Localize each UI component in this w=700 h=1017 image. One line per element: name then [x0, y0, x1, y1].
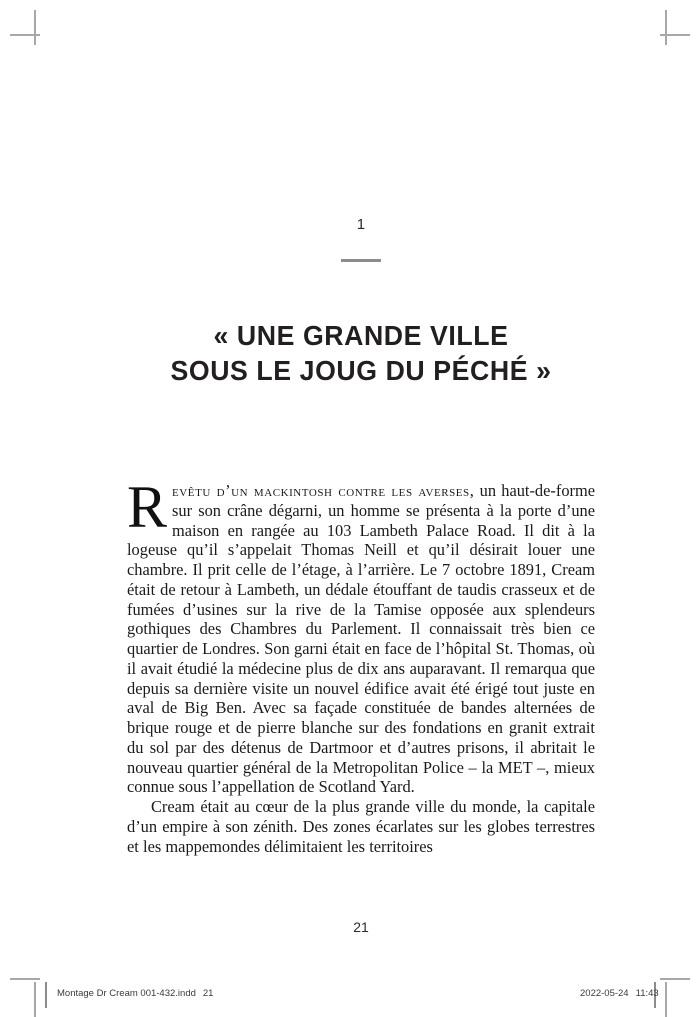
paragraph-1-text: un haut-de-forme sur son crâne dégarni, un homme se présenta à la porte d’une maison en rangée au 103 Lambeth Palace Road. Il dit à la logeuse qu’il s’appelait Thomas Neill et qu’il désirait louer une chambre. Il prit celle de l’étage, à l’arrière. Le 7 octobre 1891, Cream était de retour à Lambeth, un dédale étouffant de taudis crasseux et de fumées d’usines sur la rive de la Tamise opposée aux splendeurs gothiques des Chambres du Parlement. Il connaissait très bien ce quartier de Londres. Son garni était en face de l’hôpital St. Thomas, où il avait étudié la médecine plus de dix ans auparavant. Il remarqua que depuis sa dernière visite un nouvel édifice avait été érigé tout juste en aval de Big Ben. Avec sa façade constituée de bandes alternées de brique rouge et de pierre blanche sur des fondations en granit extrait du sol par des détenus de Dartmoor et d’autres prisons, il abritait le nouveau quartier général de la Metropolitan Police – la MET –, mieux connue sous l’appellation de Scotland Yard. — [127, 481, 595, 797]
footer-file-name: Montage Dr Cream 001-432.indd — [57, 988, 196, 999]
drop-cap: R — [127, 474, 168, 540]
footer-timestamp — [580, 988, 659, 999]
crop-mark-top-right-vertical — [665, 10, 667, 45]
page-content-area — [127, 0, 595, 1015]
footer-file-slug — [57, 988, 213, 999]
chapter-divider-rule — [341, 259, 381, 262]
chapter-title-line-1: « UNE GRANDE VILLE — [213, 320, 509, 352]
footer-date: 2022-05-24 — [580, 988, 629, 999]
crop-mark-bottom-right-vertical — [665, 982, 667, 1017]
footer-time: 11:43 — [635, 988, 659, 999]
chapter-title-line-2: SOUS LE JOUG DU PÉCHÉ » — [170, 355, 552, 387]
paragraph-2: Cream était au cœur de la plus grande ville du monde, la capitale d’un empire à son zénith. Des zones écarlates sur les globes terrestres et les mappemondes délimitaient les territoires — [127, 797, 595, 856]
crop-mark-bottom-left-horizontal — [10, 978, 40, 980]
crop-mark-bottom-left-vertical — [34, 982, 36, 1017]
crop-mark-bottom-right-horizontal — [660, 978, 690, 980]
crop-mark-top-left-horizontal — [10, 34, 40, 36]
body-text-column — [127, 474, 595, 856]
slug-tick-left — [45, 982, 47, 1008]
chapter-title — [124, 318, 597, 388]
paragraph-1 — [127, 474, 595, 797]
footer-slug-page-number: 21 — [202, 988, 214, 999]
opening-small-caps: evêtu d’un mackintosh contre les averses, — [172, 481, 475, 500]
page-folio-number: 21 — [353, 919, 369, 935]
chapter-number: 1 — [356, 216, 366, 233]
crop-mark-top-left-vertical — [34, 10, 36, 45]
